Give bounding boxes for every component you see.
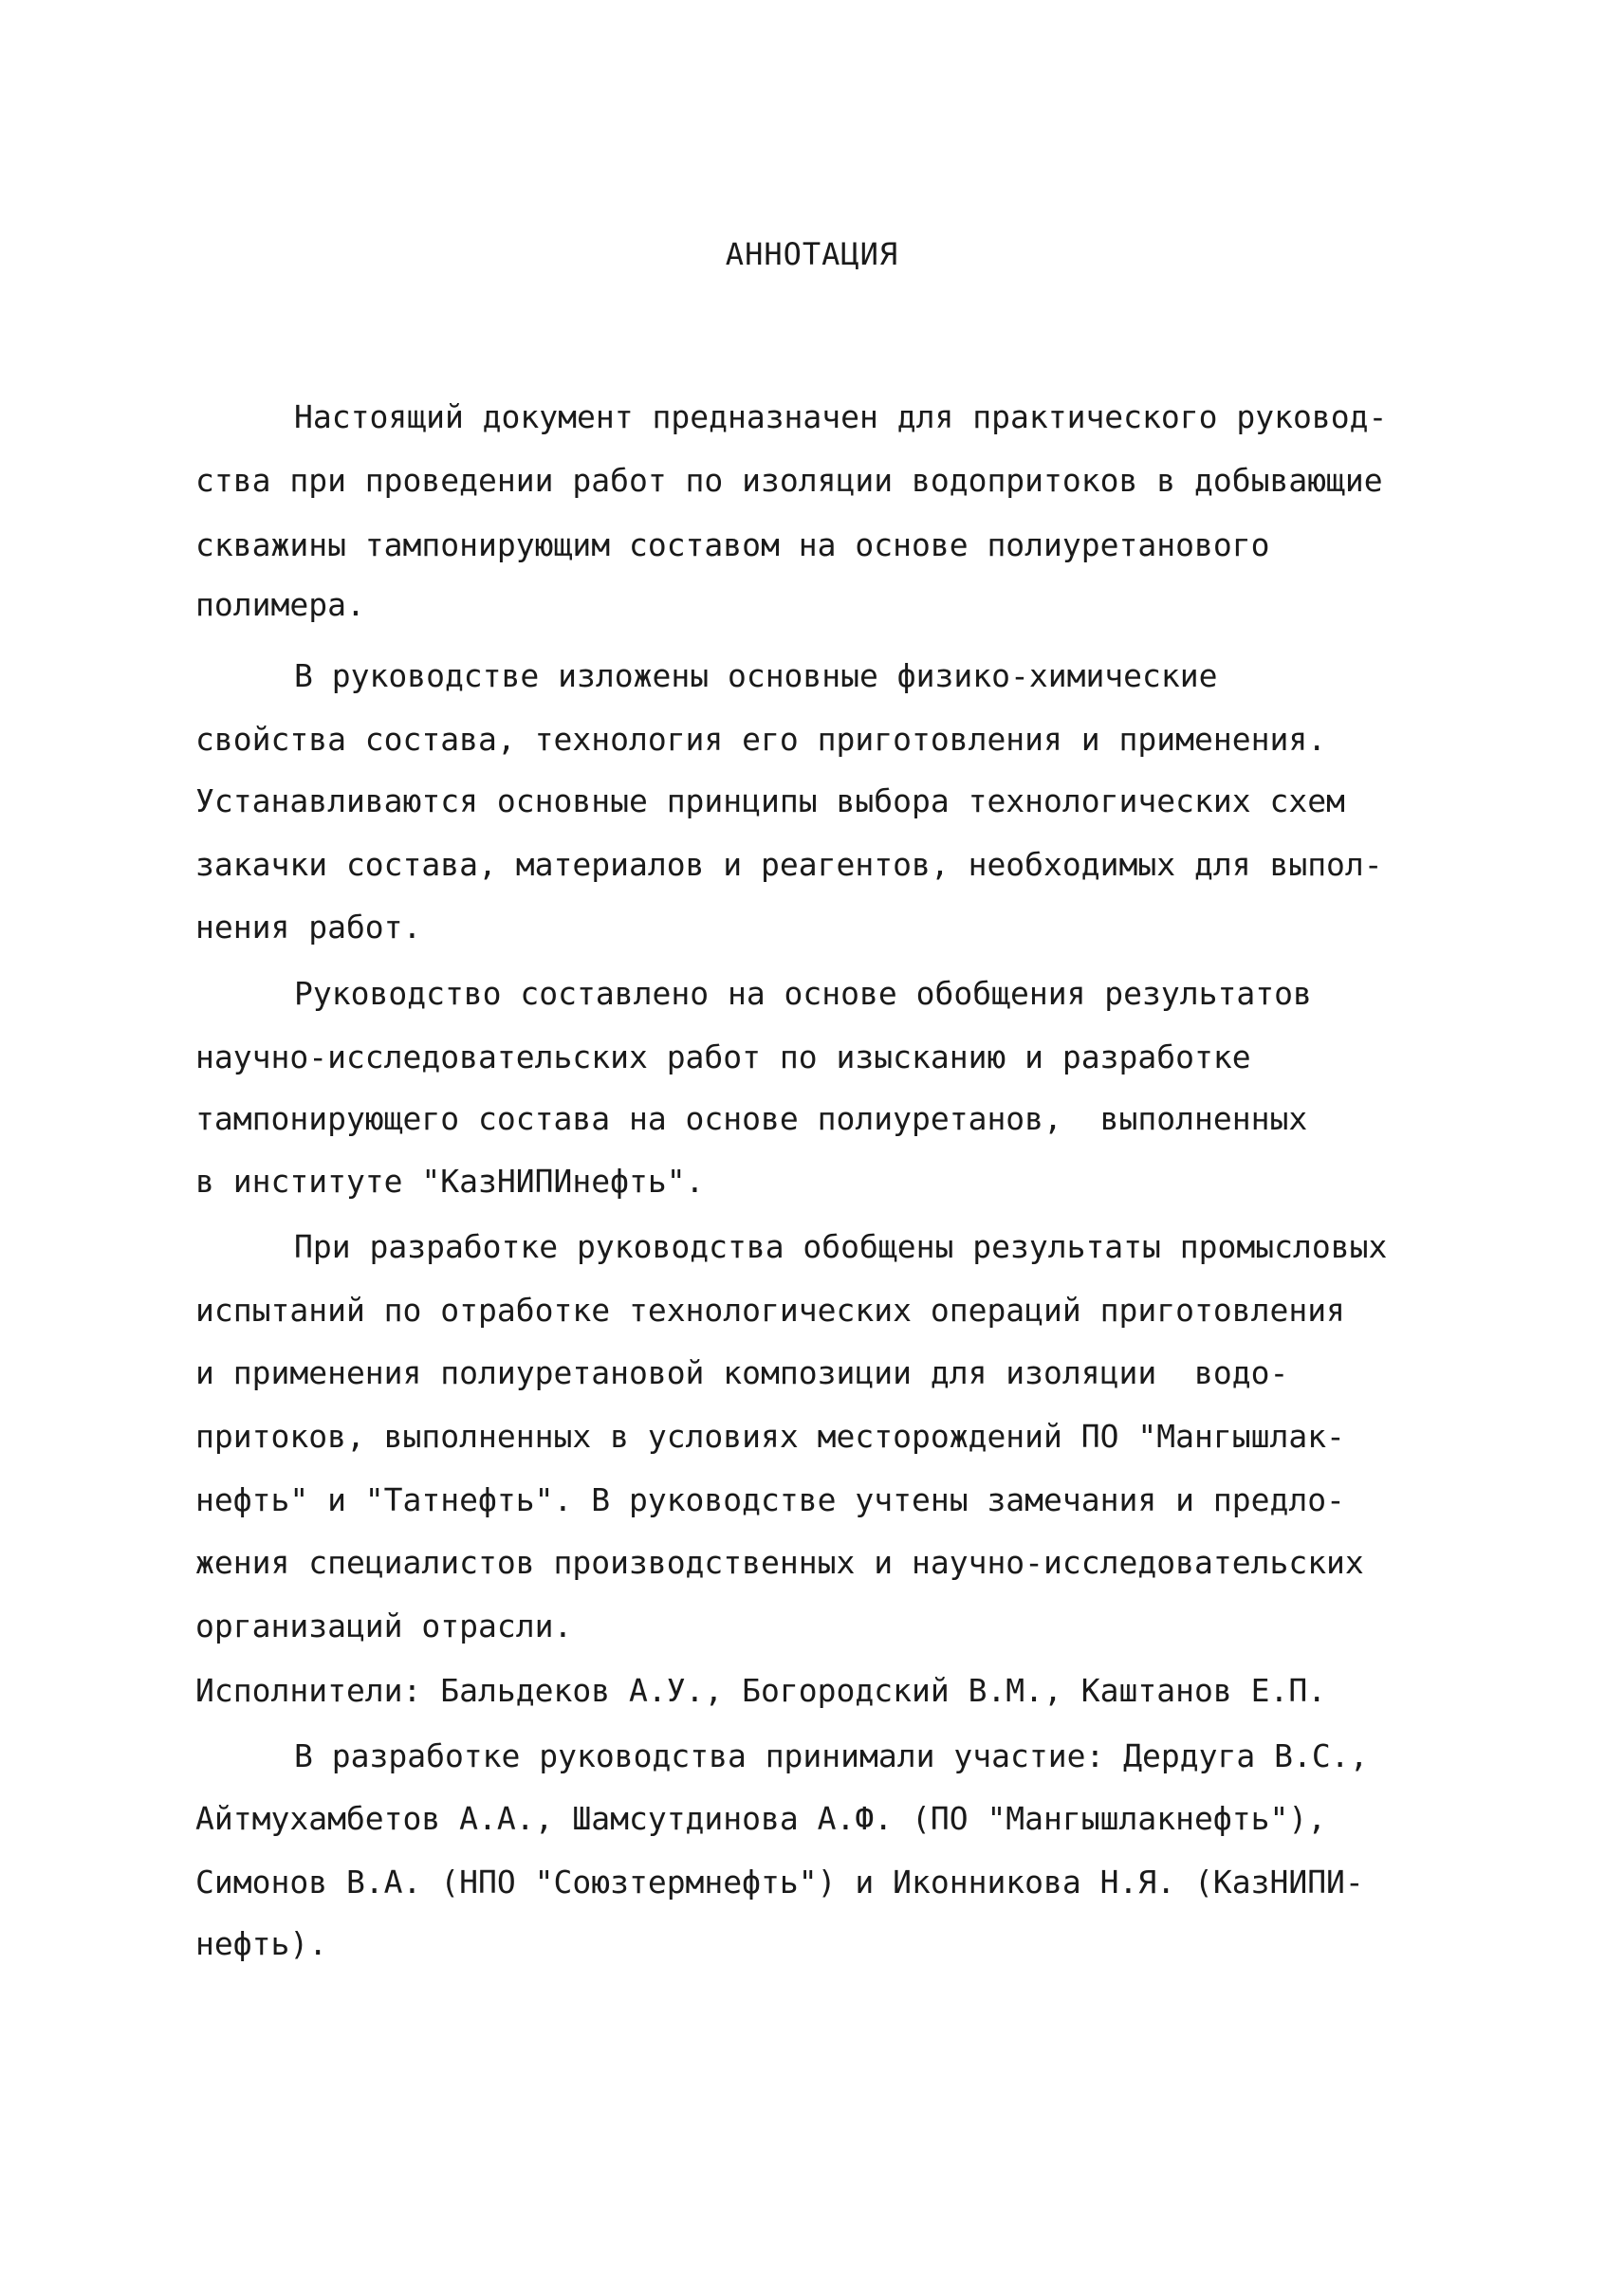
text-line: скважины тампонирующим составом на основе полиуретанового xyxy=(195,526,1270,563)
text-line: организаций отрасли. xyxy=(195,1607,573,1644)
text-line: ства при проведении работ по изоляции водопритоков в добывающие xyxy=(195,462,1383,499)
text-line: Руководство составлено на основе обобщения результатов xyxy=(294,975,1312,1012)
text-line: научно-исследовательских работ по изысканию и разработке xyxy=(195,1038,1251,1075)
text-line: нения работ. xyxy=(195,909,422,946)
text-line: и применения полиуретановой композиции для изоляции водо- xyxy=(195,1354,1289,1391)
text-line: Айтмухамбетов А.А., Шамсутдинова А.Ф. (ПО "Мангышлакнефть"), xyxy=(195,1800,1327,1837)
text-line: в институте "КазНИПИнефть". xyxy=(195,1163,705,1200)
text-line: В руководстве изложены основные физико-химические xyxy=(294,657,1218,694)
page-title: АННОТАЦИЯ xyxy=(725,236,899,272)
text-line: свойства состава, технология его приготовления и применения. xyxy=(195,721,1327,758)
text-line: полимера. xyxy=(195,586,365,623)
text-line: притоков, выполненных в условиях месторождений ПО "Мангышлак- xyxy=(195,1418,1345,1455)
text-line: Устанавливаются основные принципы выбора технологических схем xyxy=(195,782,1345,819)
text-line: В разработке руководства принимали участие: Дердуга В.С., xyxy=(294,1737,1369,1774)
text-line: Исполнители: Бальдеков А.У., Богородский В.М., Каштанов Е.П. xyxy=(195,1672,1327,1709)
text-line: нефть" и "Татнефть". В руководстве учтены замечания и предло- xyxy=(195,1481,1345,1518)
text-line: нефть). xyxy=(195,1925,328,1962)
text-line: жения специалистов производственных и научно-исследовательских xyxy=(195,1544,1364,1581)
text-line: закачки состава, материалов и реагентов, необходимых для выпол- xyxy=(195,846,1383,883)
text-line: Симонов В.А. (НПО "Союзтермнефть") и Иконникова Н.Я. (КазНИПИ- xyxy=(195,1864,1364,1901)
text-line: испытаний по отработке технологических операций приготовления xyxy=(195,1292,1345,1329)
text-line: При разработке руководства обобщены результаты промысловых xyxy=(294,1228,1388,1265)
text-line: тампонирующего состава на основе полиуретанов, выполненных xyxy=(195,1100,1308,1137)
text-line: Настоящий документ предназначен для практического руковод- xyxy=(294,398,1388,435)
